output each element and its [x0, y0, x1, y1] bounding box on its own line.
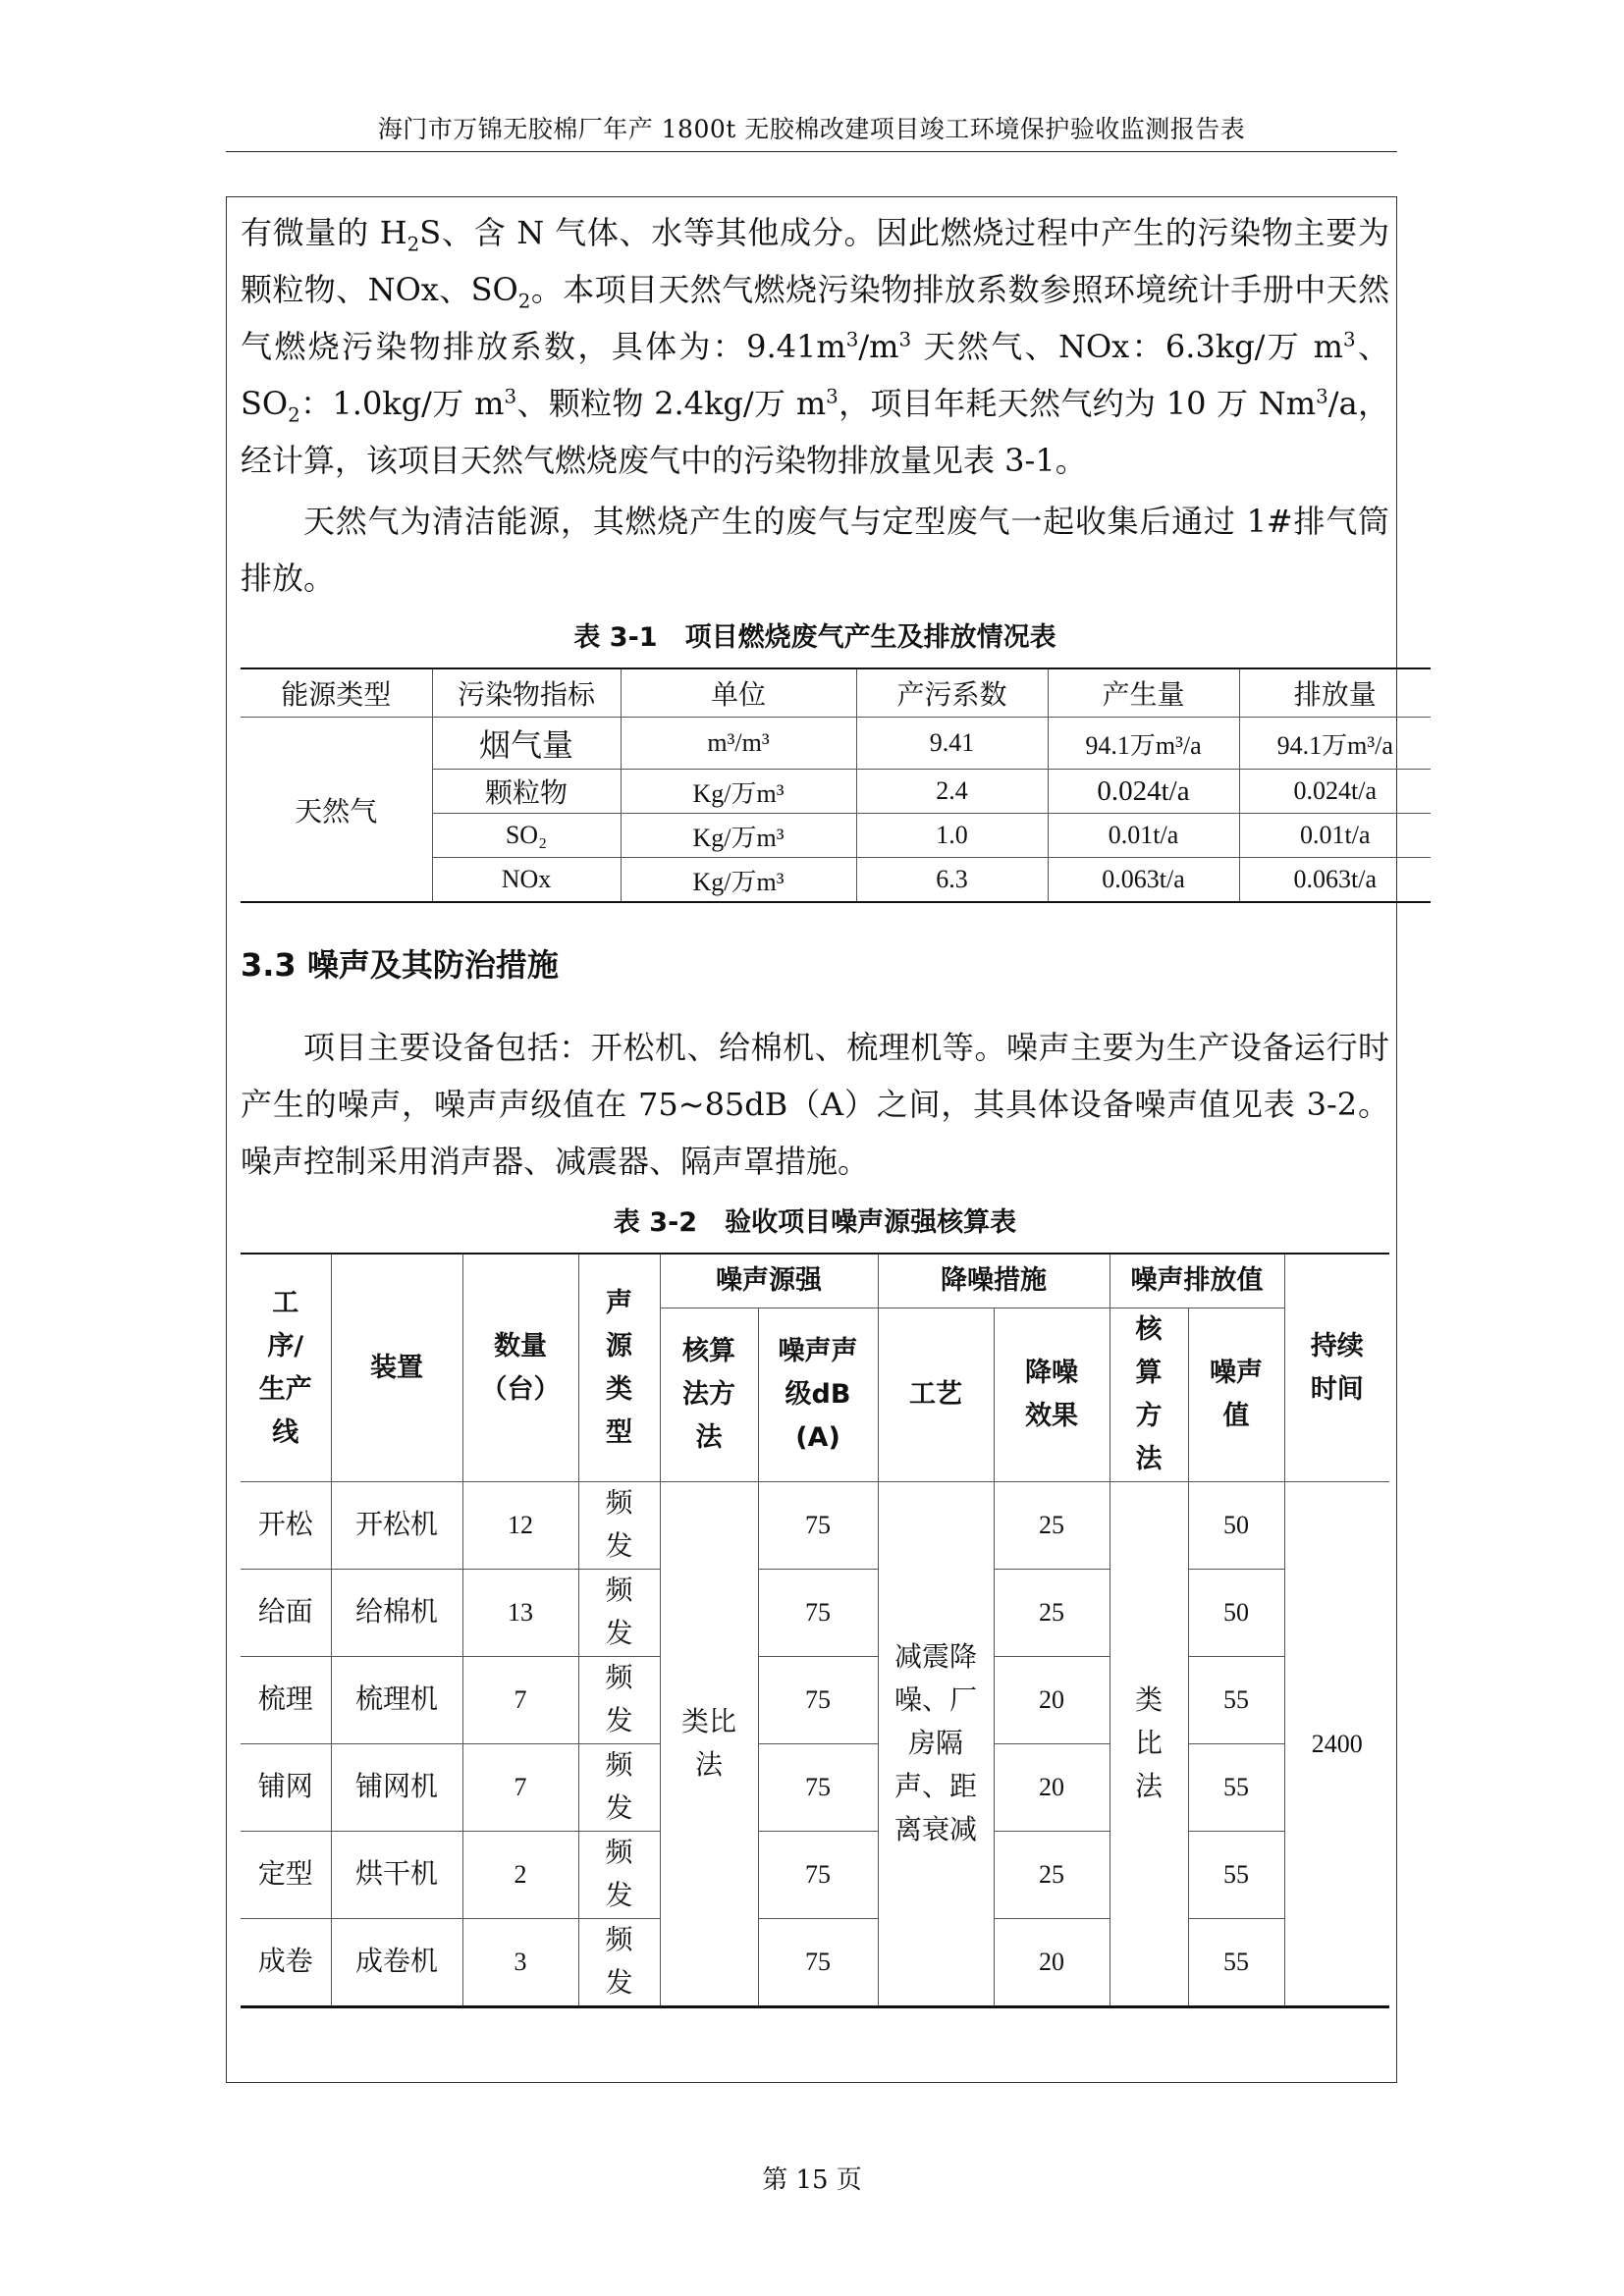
emitted-cell: 0.063t/a [1239, 858, 1431, 903]
header-effect: 降噪效果 [994, 1308, 1110, 1482]
page-content [241, 204, 1393, 2008]
section-title: 3.3 噪声及其防治措施 [241, 946, 559, 984]
process-cell: 开松 [241, 1482, 331, 1570]
source-type-cell: 频发 [578, 1744, 660, 1832]
header-calc: 核算方法 [1110, 1308, 1188, 1482]
process-cell: 梳理 [241, 1657, 331, 1744]
duration-cell: 2400 [1284, 1482, 1389, 2007]
process-cell: 给面 [241, 1570, 331, 1657]
header-level: 噪声声级dB(A) [758, 1308, 878, 1482]
level-cell: 75 [758, 1657, 878, 1744]
table-row [241, 1570, 1389, 1657]
combustion-emission-table [241, 667, 1431, 903]
source-type-cell: 频发 [578, 1570, 660, 1657]
header-emission: 噪声排放值 [1110, 1254, 1284, 1308]
source-type-cell: 频发 [578, 1832, 660, 1919]
emitted-cell: 94.1万m³/a [1239, 718, 1431, 770]
effect-cell: 20 [994, 1657, 1110, 1744]
device-cell: 梳理机 [331, 1657, 462, 1744]
produced-cell: 94.1万m³/a [1048, 718, 1239, 770]
header-cell: 产污系数 [856, 668, 1048, 718]
emitted-cell: 0.01t/a [1239, 814, 1431, 858]
produced-cell: 0.063t/a [1048, 858, 1239, 903]
pollutant-cell: 颗粒物 [432, 770, 621, 814]
header-noise-value: 噪声值 [1188, 1308, 1284, 1482]
header-device: 装置 [331, 1254, 462, 1482]
noise-source-table [241, 1253, 1389, 2008]
coef-cell: 2.4 [856, 770, 1048, 814]
table-header-row [241, 1254, 1389, 1308]
header-source-type: 声源类型 [578, 1254, 660, 1482]
noise-value-cell: 55 [1188, 1832, 1284, 1919]
header-cell: 单位 [621, 668, 856, 718]
level-cell: 75 [758, 1744, 878, 1832]
header-cell: 产生量 [1048, 668, 1239, 718]
header-qty: 数量（台） [462, 1254, 578, 1482]
produced-cell: 0.01t/a [1048, 814, 1239, 858]
level-cell: 75 [758, 1832, 878, 1919]
table-row [241, 1744, 1389, 1832]
noise-value-cell: 55 [1188, 1919, 1284, 2007]
unit-cell: m³/m³ [621, 718, 856, 770]
table-row [241, 1832, 1389, 1919]
device-cell: 成卷机 [331, 1919, 462, 2007]
header-duration: 持续时间 [1284, 1254, 1389, 1482]
qty-cell: 7 [462, 1744, 578, 1832]
coef-cell: 1.0 [856, 814, 1048, 858]
method-cell: 类比法 [660, 1482, 758, 2007]
header-process: 工序/生产线 [241, 1254, 331, 1482]
table-header-row [241, 668, 1431, 718]
process-cell: 定型 [241, 1832, 331, 1919]
energy-type-cell: 天然气 [241, 718, 432, 903]
source-type-cell: 频发 [578, 1657, 660, 1744]
qty-cell: 13 [462, 1570, 578, 1657]
noise-value-cell: 55 [1188, 1657, 1284, 1744]
page-header: 海门市万锦无胶棉厂年产 1800t 无胶棉改建项目竣工环境保护验收监测报告表 [226, 110, 1397, 152]
effect-cell: 25 [994, 1482, 1110, 1570]
level-cell: 75 [758, 1482, 878, 1570]
qty-cell: 12 [462, 1482, 578, 1570]
device-cell: 开松机 [331, 1482, 462, 1570]
header-measures: 降噪措施 [878, 1254, 1110, 1308]
qty-cell: 7 [462, 1657, 578, 1744]
pollutant-cell: SO₂ [432, 814, 621, 858]
emitted-cell: 0.024t/a [1239, 770, 1431, 814]
calc-cell: 类比法 [1110, 1482, 1188, 2007]
coef-cell: 6.3 [856, 858, 1048, 903]
noise-value-cell: 50 [1188, 1482, 1284, 1570]
table-row [241, 1482, 1389, 1570]
qty-cell: 3 [462, 1919, 578, 2007]
table2-caption: 表 3-2 验收项目噪声源强核算表 [613, 1207, 1017, 1238]
header-cell: 排放量 [1239, 668, 1431, 718]
pollutant-cell: NOx [432, 858, 621, 903]
coef-cell: 9.41 [856, 718, 1048, 770]
qty-cell: 2 [462, 1832, 578, 1919]
level-cell: 75 [758, 1919, 878, 2007]
header-cell: 污染物指标 [432, 668, 621, 718]
source-type-cell: 频发 [578, 1919, 660, 2007]
process-cell: 铺网 [241, 1744, 331, 1832]
effect-cell: 25 [994, 1570, 1110, 1657]
header-method: 核算法方法 [660, 1308, 758, 1482]
table-row [241, 1919, 1389, 2007]
level-cell: 75 [758, 1570, 878, 1657]
effect-cell: 20 [994, 1919, 1110, 2007]
device-cell: 铺网机 [331, 1744, 462, 1832]
unit-cell: Kg/万m³ [621, 770, 856, 814]
produced-cell: 0.024t/a [1048, 770, 1239, 814]
device-cell: 烘干机 [331, 1832, 462, 1919]
effect-cell: 20 [994, 1744, 1110, 1832]
table-row [241, 1657, 1389, 1744]
source-type-cell: 频发 [578, 1482, 660, 1570]
header-craft: 工艺 [878, 1308, 994, 1482]
device-cell: 给棉机 [331, 1570, 462, 1657]
table-row [241, 718, 1431, 770]
paragraph-noise-sources: 项目主要设备包括：开松机、给棉机、梳理机等。噪声主要为生产设备运行时产生的噪声，噪声声级值在 75~85dB（A）之间，其具体设备噪声值见表 3-2。噪声控制采用消声器、减震器、隔声罩措施。 [241, 1029, 1389, 1180]
header-source-strength: 噪声源强 [660, 1254, 878, 1308]
noise-value-cell: 55 [1188, 1744, 1284, 1832]
pollutant-cell: 烟气量 [432, 718, 621, 770]
craft-cell: 减震降噪、厂房隔声、距离衰减 [878, 1482, 994, 2007]
page-number: 第 15 页 [762, 2165, 862, 2195]
noise-value-cell: 50 [1188, 1570, 1284, 1657]
effect-cell: 25 [994, 1832, 1110, 1919]
paragraph-gas-emission-factors: 有微量的 $H_2S$、含 N 气体、水等其他成分。因此燃烧过程中产生的污染物主要为颗粒物、NOx、$SO_2$。本项目天然气燃烧污染物排放系数参照环境统计手册中天然气燃烧污染物排放系数，具体为：$9.41m^3/m^3$ 天然气、NOx：6.3kg/万 $m^3$、$SO_2$：1.0kg/万 $m^3$、颗粒物 2.4kg/万 $m^3$，项目年耗天然气约为 10 万 Nm$^3$/a，经计算，该项目天然气燃烧废气中的污染物排放量见表 3-1。 [241, 214, 1389, 479]
process-cell: 成卷 [241, 1919, 331, 2007]
table1-caption: 表 3-1 项目燃烧废气产生及排放情况表 [573, 622, 1056, 653]
unit-cell: Kg/万m³ [621, 814, 856, 858]
header-cell: 能源类型 [241, 668, 432, 718]
unit-cell: Kg/万m³ [621, 858, 856, 903]
paragraph-clean-energy: 天然气为清洁能源，其燃烧产生的废气与定型废气一起收集后通过 1#排气筒排放。 [241, 503, 1389, 597]
